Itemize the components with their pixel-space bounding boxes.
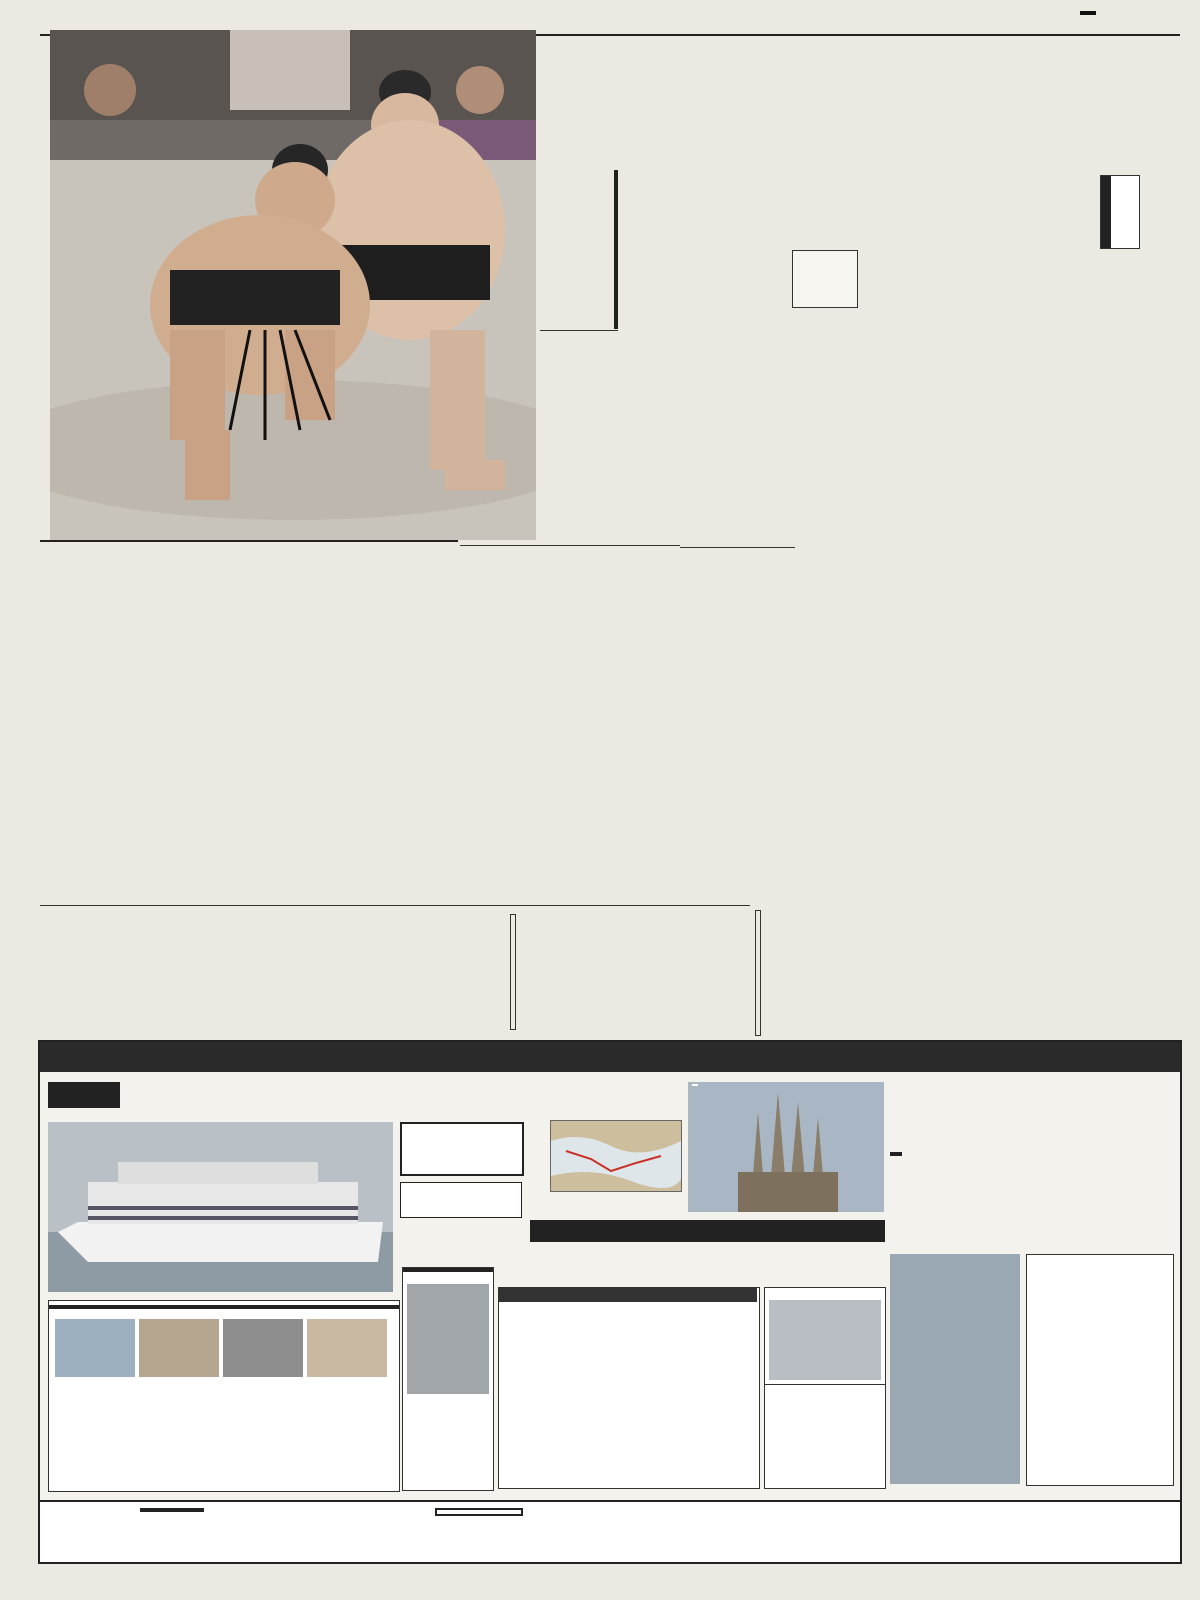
amenity-photo (55, 1319, 135, 1377)
guide-box (400, 1182, 522, 1218)
column-header (757, 548, 795, 563)
reasons-list (49, 1309, 399, 1317)
wins-ranking (540, 170, 618, 330)
column-header (718, 548, 756, 563)
bout-listing (40, 910, 750, 1034)
price-grid (499, 1288, 757, 1302)
right-sagrada-photo (890, 1254, 1020, 1484)
ship-image (48, 1122, 393, 1292)
his-cruise-ad (38, 1040, 1182, 1564)
balcony-box (402, 1267, 494, 1491)
results-strip (40, 905, 750, 1036)
price-table (498, 1287, 760, 1489)
amenity-photo (307, 1319, 387, 1377)
reasons-box (48, 1300, 400, 1492)
itinerary-lines (1027, 1255, 1173, 1485)
sidebar-text (1002, 540, 1120, 1010)
early-discount-box (400, 1122, 524, 1176)
article-body-2 (620, 380, 1016, 530)
sumo-bout-illustration (50, 30, 536, 540)
amenity-photo (139, 1319, 219, 1377)
premium-box (764, 1287, 886, 1489)
newyear-badge (435, 1508, 523, 1516)
map-illustration (551, 1121, 681, 1191)
results-marks (40, 560, 458, 905)
tozai-box (792, 250, 858, 308)
fine-print (800, 1504, 1172, 1556)
ship-illustration (48, 1122, 393, 1292)
record-table (680, 545, 795, 562)
cabin-photo (407, 1284, 489, 1394)
seat-photo (769, 1300, 881, 1380)
basho-badge-text (1101, 176, 1111, 248)
basho-badge (1100, 175, 1140, 249)
route-map (550, 1120, 682, 1192)
amenity-photos (49, 1317, 399, 1379)
itinerary-table (1026, 1254, 1174, 1486)
article-body-4 (470, 690, 690, 880)
ad-top-bar (40, 1042, 1180, 1072)
sagrada-label (692, 1084, 698, 1086)
column-header (499, 1288, 585, 1302)
guide-label (401, 1183, 521, 1189)
photo-caption (8, 250, 40, 530)
right-dates (890, 1152, 902, 1156)
escort-badge (48, 1082, 120, 1108)
banzuke-results (40, 540, 458, 907)
fine-print-lines (800, 1504, 1172, 1556)
column-header (680, 548, 718, 563)
main-headline (560, 40, 1150, 152)
column-header (671, 1288, 757, 1302)
sumo-photo (50, 30, 536, 540)
table-header-row (680, 548, 795, 563)
speed-ranking-title (540, 330, 618, 331)
sidebar-article (1000, 540, 1150, 1010)
section-label (1080, 11, 1096, 15)
phone-label (140, 1508, 204, 1512)
record-grid (680, 547, 795, 562)
sagrada-photo (688, 1082, 884, 1212)
balcony-title (403, 1272, 493, 1280)
column-header (585, 1288, 671, 1302)
yokozuna-table (460, 545, 680, 560)
tozai-label (793, 251, 857, 275)
yokozuna-grid (460, 546, 680, 560)
upgrade-price (765, 1384, 885, 1393)
table-row (460, 546, 680, 560)
table-cell (460, 546, 570, 560)
premium-text (765, 1288, 885, 1296)
speed-ranking (540, 330, 618, 530)
wins-ranking-title (614, 170, 618, 329)
lead-paragraph (1020, 170, 1094, 330)
price-header-row (499, 1288, 757, 1302)
cathedral-illustration (688, 1082, 884, 1212)
table-cell (570, 546, 680, 560)
amenity-photo (223, 1319, 303, 1377)
winners-title (755, 910, 761, 1036)
tour-banner (530, 1220, 885, 1242)
short-cruise-panel (890, 1078, 1172, 1488)
